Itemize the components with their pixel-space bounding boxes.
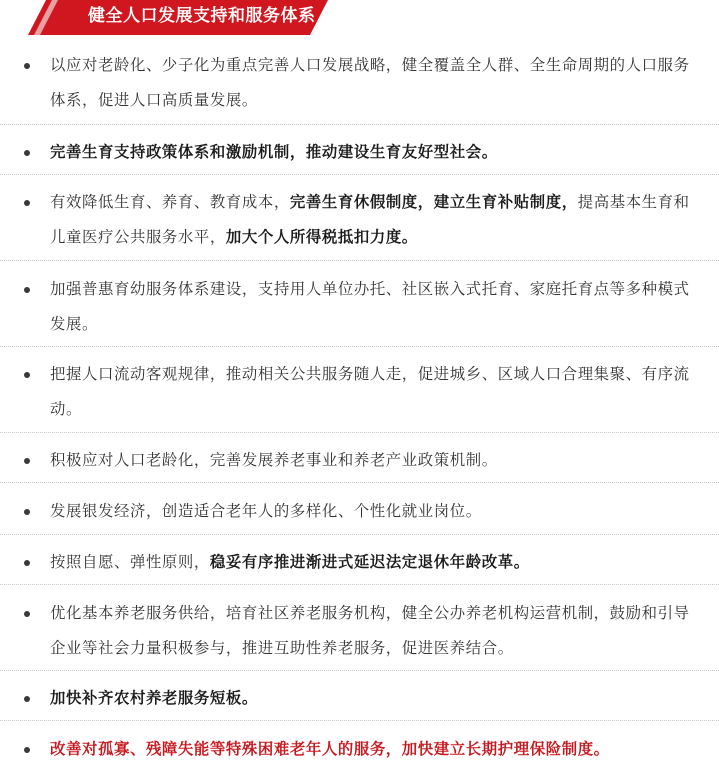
emphasis-text: 完善生育支持政策体系和激励机制，推动建设生育友好型社会。: [50, 143, 498, 161]
item-text: 以应对老龄化、少子化为重点完善人口发展战略，健全覆盖全人群、全生命周期的人口服务体系，促进人口高质量发展。: [50, 56, 690, 109]
item-divider: [0, 720, 719, 721]
emphasis-text: 稳妥有序推进渐进式延迟法定退休年龄改革。: [209, 553, 530, 571]
bullet-dot-icon: [24, 747, 30, 753]
bullet-dot-icon: [24, 150, 30, 156]
item-text: 发展银发经济，创造适合老年人的多样化、个性化就业岗位。: [50, 502, 482, 520]
emphasis-text: 加大个人所得税抵扣力度。: [225, 228, 418, 246]
bullet-dot-icon: [24, 63, 30, 69]
bullet-dot-icon: [24, 696, 30, 702]
bullet-dot-icon: [24, 458, 30, 464]
bullet-dot-icon: [24, 200, 30, 206]
item-divider: [0, 584, 719, 585]
item-divider: [0, 124, 719, 125]
emphasis-text: 加快补齐农村养老服务短板。: [50, 689, 258, 707]
list-item: [50, 48, 705, 118]
item-text: 按照自愿、弹性原则，: [50, 553, 210, 571]
list-item: [50, 681, 705, 716]
bullet-dot-icon: [24, 611, 30, 617]
item-divider: [0, 482, 719, 483]
emphasis-text: 改善对孤寡、残障失能等特殊困难老年人的服务，加快建立长期护理保险制度。: [50, 740, 610, 758]
list-item: [50, 357, 705, 427]
item-text: 提高基本生育和儿童医疗公共服务水平，: [50, 193, 690, 246]
list-item: [50, 272, 705, 342]
bullet-dot-icon: [24, 372, 30, 378]
list-item: [50, 596, 705, 666]
list-item: [50, 732, 705, 767]
item-text: 把握人口流动客观规律，推动相关公共服务随人走，促进城乡、区域人口合理集聚、有序流动。: [50, 365, 690, 418]
section-header-banner: [28, 0, 328, 35]
list-item: [50, 545, 705, 580]
section-title: 健全人口发展支持和服务体系: [88, 6, 316, 26]
item-divider: [0, 174, 719, 175]
list-item: [50, 494, 705, 529]
item-text: 加强普惠育幼服务体系建设，支持用人单位办托、社区嵌入式托育、家庭托育点等多种模式发展。: [50, 280, 690, 333]
emphasis-text: 完善生育休假制度，建立生育补贴制度，: [289, 193, 578, 211]
bullet-dot-icon: [24, 560, 30, 566]
bullet-dot-icon: [24, 509, 30, 515]
item-divider: [0, 670, 719, 671]
item-text: 优化基本养老服务供给，培育社区养老服务机构，健全公办养老机构运营机制，鼓励和引导企业等社会力量积极参与，推进互助性养老服务，促进医养结合。: [50, 604, 690, 657]
bullet-dot-icon: [24, 287, 30, 293]
item-text: 积极应对人口老龄化，完善发展养老事业和养老产业政策机制。: [50, 451, 498, 469]
list-item: [50, 185, 705, 255]
item-text: 有效降低生育、养育、教育成本，: [50, 193, 290, 211]
item-divider: [0, 260, 719, 261]
list-item: [50, 135, 705, 170]
item-divider: [0, 534, 719, 535]
item-divider: [0, 346, 719, 347]
list-item: [50, 443, 705, 478]
item-divider: [0, 432, 719, 433]
